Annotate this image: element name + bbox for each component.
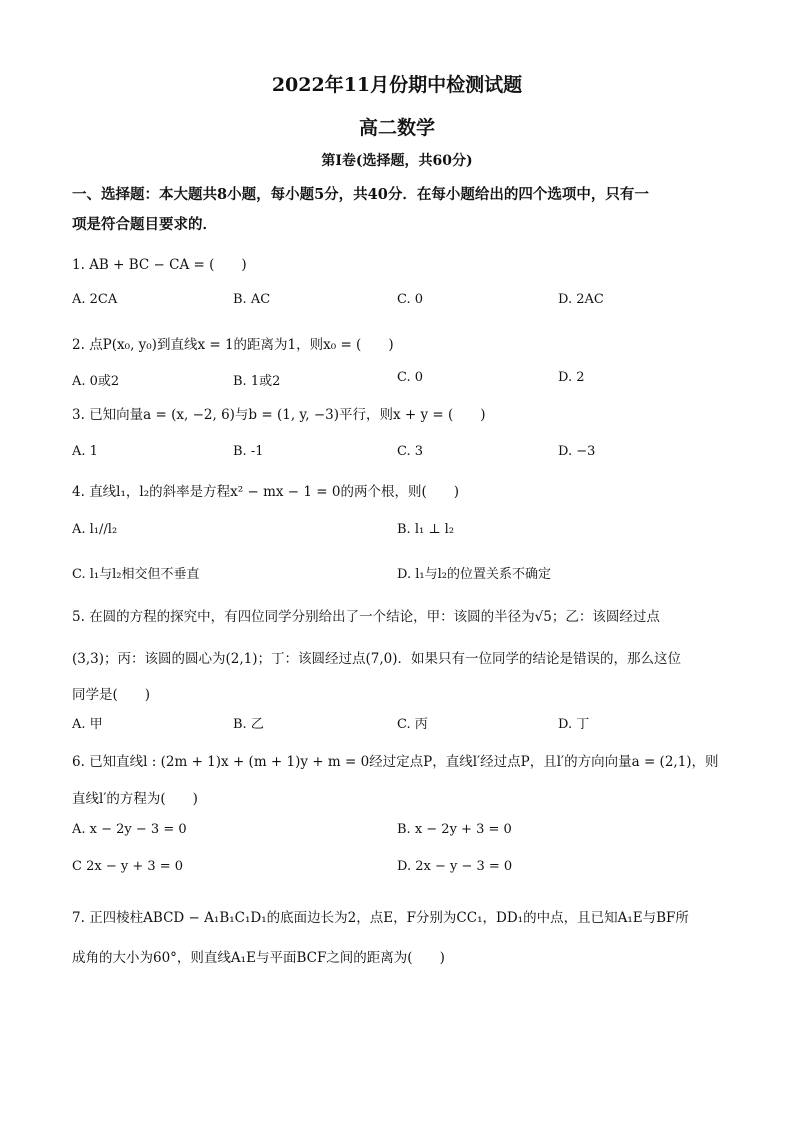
q3-option-c: C. 3	[397, 444, 424, 459]
question-5-line-3: 同学是( )	[72, 687, 151, 703]
q2-option-b: B. 1或2	[233, 374, 281, 389]
q4-option-b: B. l₁ ⊥ l₂	[397, 522, 455, 537]
question-6-line-2: 直线l′的方程为( )	[72, 791, 198, 807]
q4-option-a: A. l₁//l₂	[72, 522, 118, 537]
q6-option-d: D. 2x − y − 3 = 0	[397, 859, 513, 874]
question-stem: 直线l₁，l₂的斜率是方程x² − mx − 1 = 0的两个根，则( )	[89, 484, 459, 500]
question-5-line-2: (3,3)；丙：该圆的圆心为(2,1)；丁：该圆经过点(7,0)．如果只有一位同学的结论是错误的，那么这位	[72, 651, 682, 667]
question-number: 6.	[72, 754, 85, 770]
q2-option-c: C. 0	[397, 370, 424, 385]
question-stem: 正四棱柱ABCD − A₁B₁C₁D₁的底面边长为2，点E，F分别为CC₁，DD₁的中点，且已知A₁E与BF所	[89, 910, 689, 926]
q4-option-d: D. l₁与l₂的位置关系不确定	[397, 567, 551, 582]
q5-option-c: C. 丙	[397, 717, 428, 732]
question-6-line-1	[72, 750, 719, 770]
q2-option-a: A. 0或2	[72, 374, 120, 389]
question-number: 7.	[72, 910, 85, 926]
question-1	[72, 253, 247, 273]
q2-option-d: D. 2	[558, 370, 585, 385]
question-7-line-1	[72, 906, 689, 926]
instructions-line-2: 项是符合题目要求的．	[72, 216, 217, 233]
q4-option-c: C. l₁与l₂相交但不垂直	[72, 567, 200, 582]
q1-option-d: D. 2AC	[558, 292, 604, 307]
question-stem: AB + BC − CA = ( )	[89, 257, 247, 273]
q6-option-c: C 2x − y + 3 = 0	[72, 859, 184, 874]
question-5-line-1	[72, 605, 660, 625]
q6-option-b: B. x − 2y + 3 = 0	[397, 822, 512, 837]
q1-option-b: B. AC	[233, 292, 271, 307]
q3-option-a: A. 1	[72, 444, 98, 459]
section-title: 第I卷(选择题，共60分)	[321, 153, 473, 169]
question-2	[72, 333, 394, 353]
exam-title: 2022年11月份期中检测试题	[271, 74, 523, 96]
question-stem: 在圆的方程的探究中，有四位同学分别给出了一个结论，甲：该圆的半径为√5；乙：该圆经过点	[89, 609, 660, 625]
q5-option-d: D. 丁	[558, 717, 590, 732]
question-number: 4.	[72, 484, 85, 500]
q5-option-b: B. 乙	[233, 717, 264, 732]
question-number: 5.	[72, 609, 85, 625]
subject-title: 高二数学	[358, 117, 435, 139]
question-stem: 已知直线l : (2m + 1)x + (m + 1)y + m = 0经过定点P，直线l′经过点P，且l′的方向向量a = (2,1)，则	[89, 754, 719, 770]
question-stem: 已知向量a = (x, −2, 6)与b = (1, y, −3)平行，则x + y = ( )	[89, 407, 486, 423]
question-number: 1.	[72, 257, 85, 273]
q5-option-a: A. 甲	[72, 717, 103, 732]
instructions-line-1: 一、选择题：本大题共8小题，每小题5分，共40分．在每小题给出的四个选项中，只有一	[72, 186, 649, 203]
question-3	[72, 403, 486, 423]
question-number: 2.	[72, 337, 85, 353]
q3-option-d: D. −3	[558, 444, 596, 459]
q1-option-c: C. 0	[397, 292, 424, 307]
q3-option-b: B. -1	[233, 444, 264, 459]
q6-option-a: A. x − 2y − 3 = 0	[72, 822, 187, 837]
question-4	[72, 480, 459, 500]
question-stem: 点P(x₀, y₀)到直线x = 1的距离为1，则x₀ = ( )	[89, 337, 394, 353]
question-7-line-2: 成角的大小为60°，则直线A₁E与平面BCF之间的距离为( )	[72, 950, 445, 966]
q1-option-a: A. 2CA	[72, 292, 118, 307]
question-number: 3.	[72, 407, 85, 423]
